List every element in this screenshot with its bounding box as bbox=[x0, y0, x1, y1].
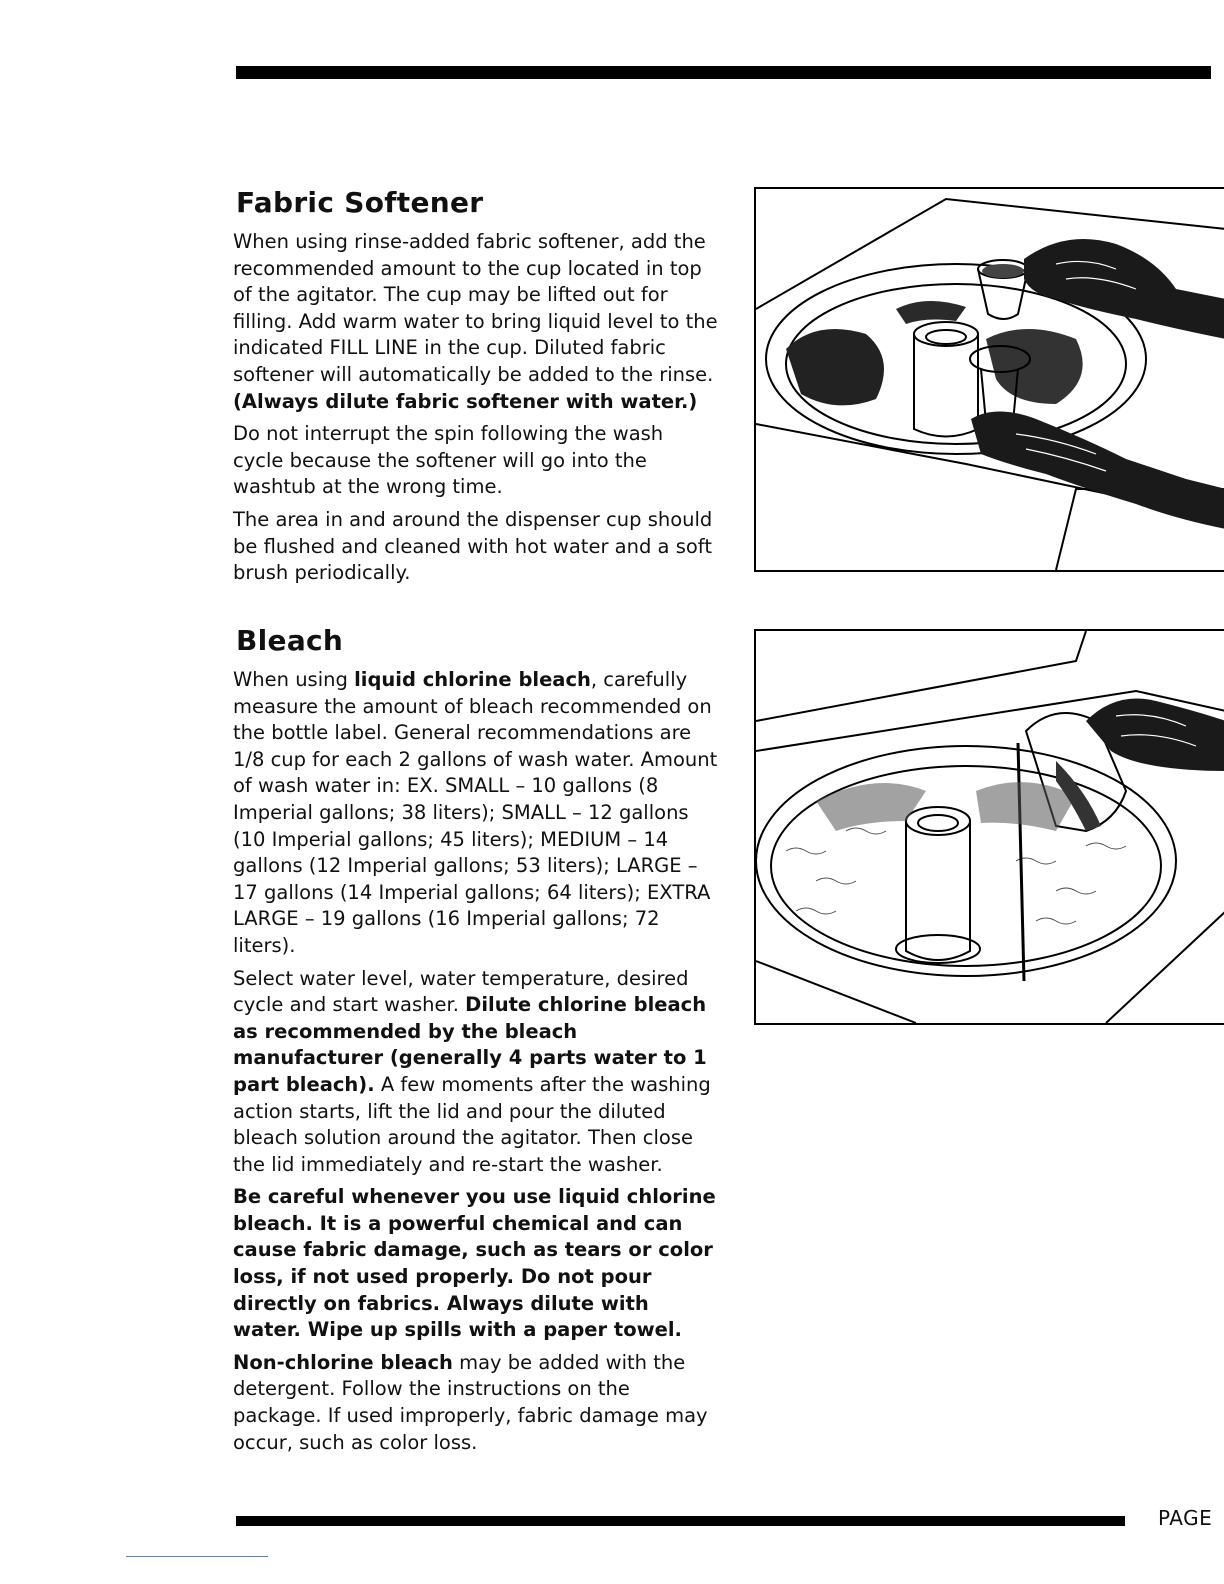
bleach-section bbox=[233, 624, 718, 1462]
bleach-paragraph-2 bbox=[233, 966, 718, 1179]
bottom-rule bbox=[236, 1516, 1125, 1526]
fabric-softener-paragraph-2: Do not interrupt the spin following the wash cycle because the softener will go into the washtub at the wrong time. bbox=[233, 422, 664, 499]
fabric-softener-dilute-note: (Always dilute fabric softener with water.) bbox=[233, 389, 698, 413]
fabric-softener-paragraph-3: The area in and around the dispenser cup should be flushed and cleaned with hot water and a soft brush periodically. bbox=[233, 507, 713, 585]
bleach-p1-pre: When using bbox=[233, 668, 355, 691]
bleach-p1-post: , carefully measure the amount of bleach recommended on the bottle label. General recommendations are 1/8 cup for each 2 gallons of wash water. Amount of wash water in: EX. SMALL – 10 gallons (8 Imperial gallons; 38 liters); SMALL – 12 gallons (10 Imperial gallons; 45 liters); MEDIUM – 14 gallons (12 Imperial gallons; 53 liters); LARGE – 17 gallons (14 Imperial gallons; 64 liters); EXTRA LARGE – 19 gallons (16 Imperial gallons; 72 liters). bbox=[233, 668, 718, 957]
bleach-p1-bold: liquid chlorine bleach bbox=[354, 668, 591, 691]
page-label: PAGE bbox=[1158, 1506, 1213, 1530]
bleach-heading: Bleach bbox=[236, 624, 344, 657]
bleach-paragraph-4 bbox=[233, 1350, 718, 1456]
bleach-p4-bold: Non-chlorine bleach bbox=[233, 1350, 453, 1374]
fabric-softener-heading: Fabric Softener bbox=[236, 186, 484, 219]
bleach-p2-pre: Select water level, water temperature, desired cycle and start washer. bbox=[233, 966, 689, 1017]
softener-cup-drawing bbox=[756, 189, 1224, 570]
link-underline bbox=[126, 1556, 268, 1557]
fabric-softener-paragraph-1 bbox=[233, 229, 718, 415]
bleach-warning-text: Be careful whenever you use liquid chlorine bleach. It is a powerful chemical and can cause fabric damage, such as tears or color loss, if not used properly. Do not pour directly on fabrics. Always dilute with water. Wipe up spills with a paper towel. bbox=[233, 1185, 716, 1342]
bleach-p2-post: A few moments after the washing action starts, lift the lid and pour the diluted bleach solution around the agitator. Then close the lid immediately and re-start the washer. bbox=[233, 1072, 711, 1176]
bleach-p4-post: may be added with the detergent. Follow the instructions on the package. If used improperly, fabric damage may occur, such as color loss. bbox=[233, 1350, 708, 1454]
fabric-softener-illustration bbox=[754, 187, 1224, 572]
bleach-warning bbox=[233, 1184, 718, 1344]
bleach-p2-bold: Dilute chlorine bleach as recommended by the bleach manufacturer (generally 4 parts water to 1 part bleach). bbox=[233, 993, 707, 1096]
pouring-bleach-drawing bbox=[756, 631, 1224, 1023]
bleach-paragraph-1 bbox=[233, 667, 718, 960]
top-rule bbox=[236, 66, 1211, 79]
fabric-softener-section bbox=[233, 186, 718, 593]
bleach-illustration bbox=[754, 629, 1224, 1025]
fabric-softener-p1-text: When using rinse-added fabric softener, add the recommended amount to the cup located in top of the agitator. The cup may be lifted out for filling. Add warm water to bring liquid level to the indicated FILL LINE in the cup. Diluted fabric softener will automatically be added to the rinse. bbox=[233, 230, 718, 386]
